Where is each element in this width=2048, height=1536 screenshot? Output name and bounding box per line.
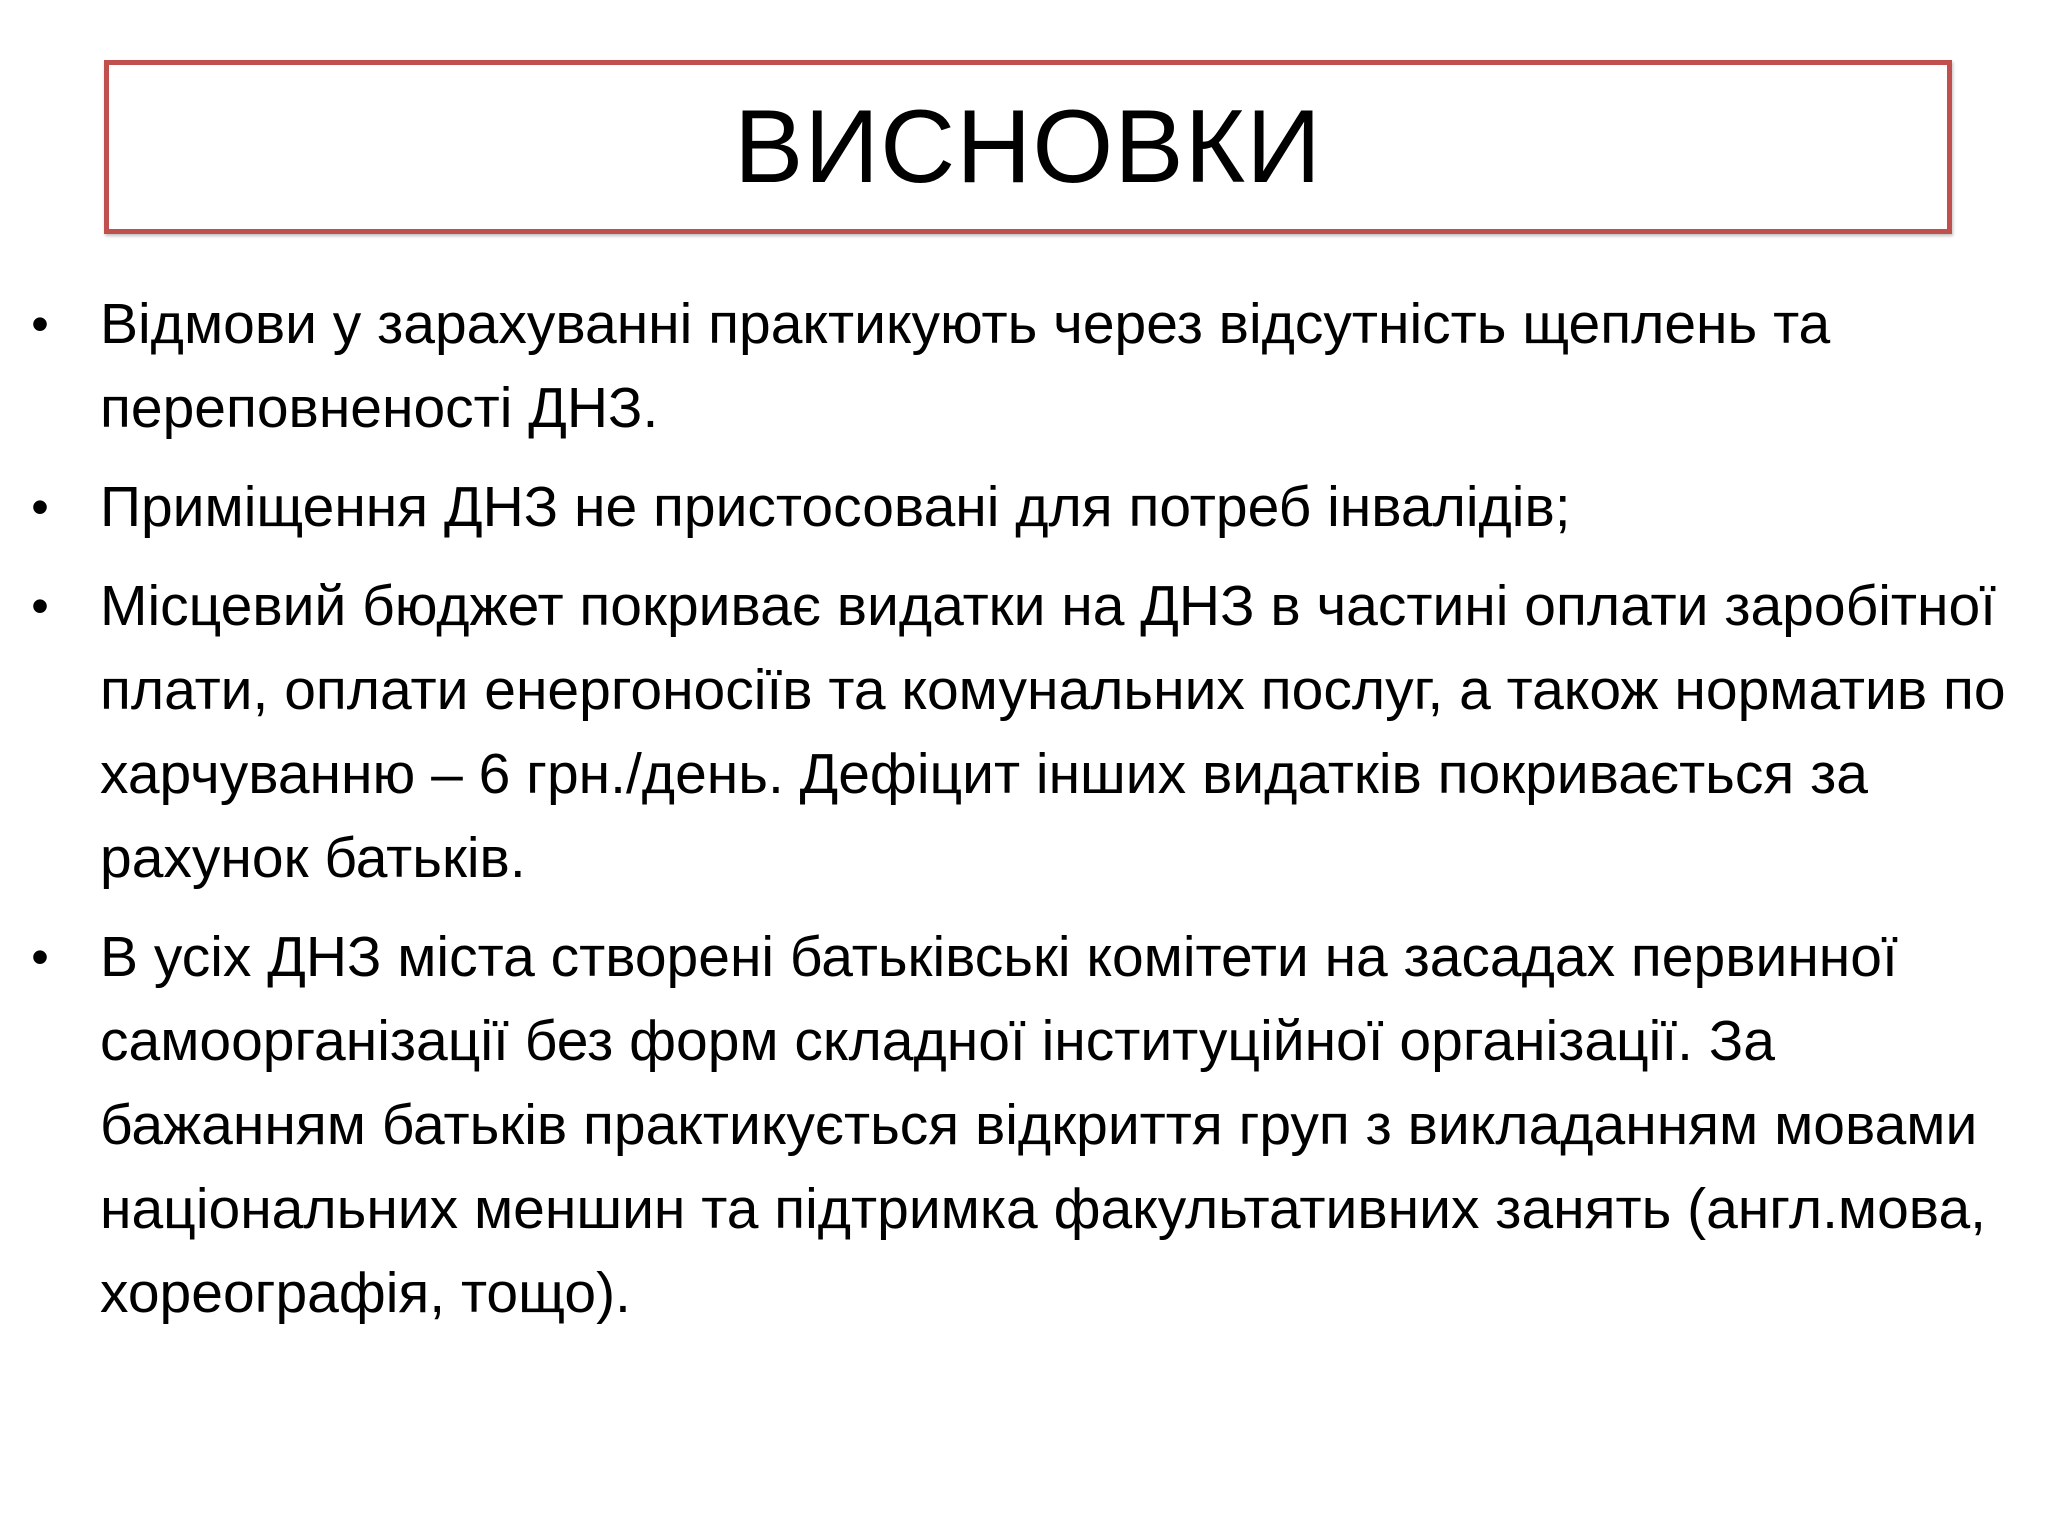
bullet-icon: • (31, 479, 49, 535)
bullet-text: Відмови у зарахуванні практикують через відсутність щеплень та переповненості ДНЗ. (100, 292, 1831, 440)
bullet-item (0, 282, 2048, 450)
bullet-text: В усіх ДНЗ міста створені батьківські комітети на засадах первинної самоорганізації без форм складної інституційної організації. За бажанням батьків практикується відкриття груп з викладанням мовами національних меншин та підтримка факультативних занять (англ.мова, хореографія, тощо). (100, 925, 1986, 1325)
bullet-text: Місцевий бюджет покриває видатки на ДНЗ в частині оплати заробітної плати, оплати енергоносіїв та комунальних послуг, а також норматив по харчуванню – 6 грн./день. Дефіцит інших видатків покривається за рахунок батьків. (100, 574, 2006, 890)
bullet-item (0, 564, 2048, 900)
title-frame (104, 60, 1952, 234)
bullet-icon: • (31, 296, 49, 352)
bullet-icon: • (31, 929, 49, 985)
bullet-list (0, 282, 2048, 1350)
bullet-item (0, 465, 2048, 549)
slide-title: ВИСНОВКИ (734, 89, 1322, 205)
bullet-icon: • (31, 578, 49, 634)
bullet-item (0, 915, 2048, 1335)
bullet-text: Приміщення ДНЗ не пристосовані для потреб інвалідів; (100, 475, 1571, 539)
